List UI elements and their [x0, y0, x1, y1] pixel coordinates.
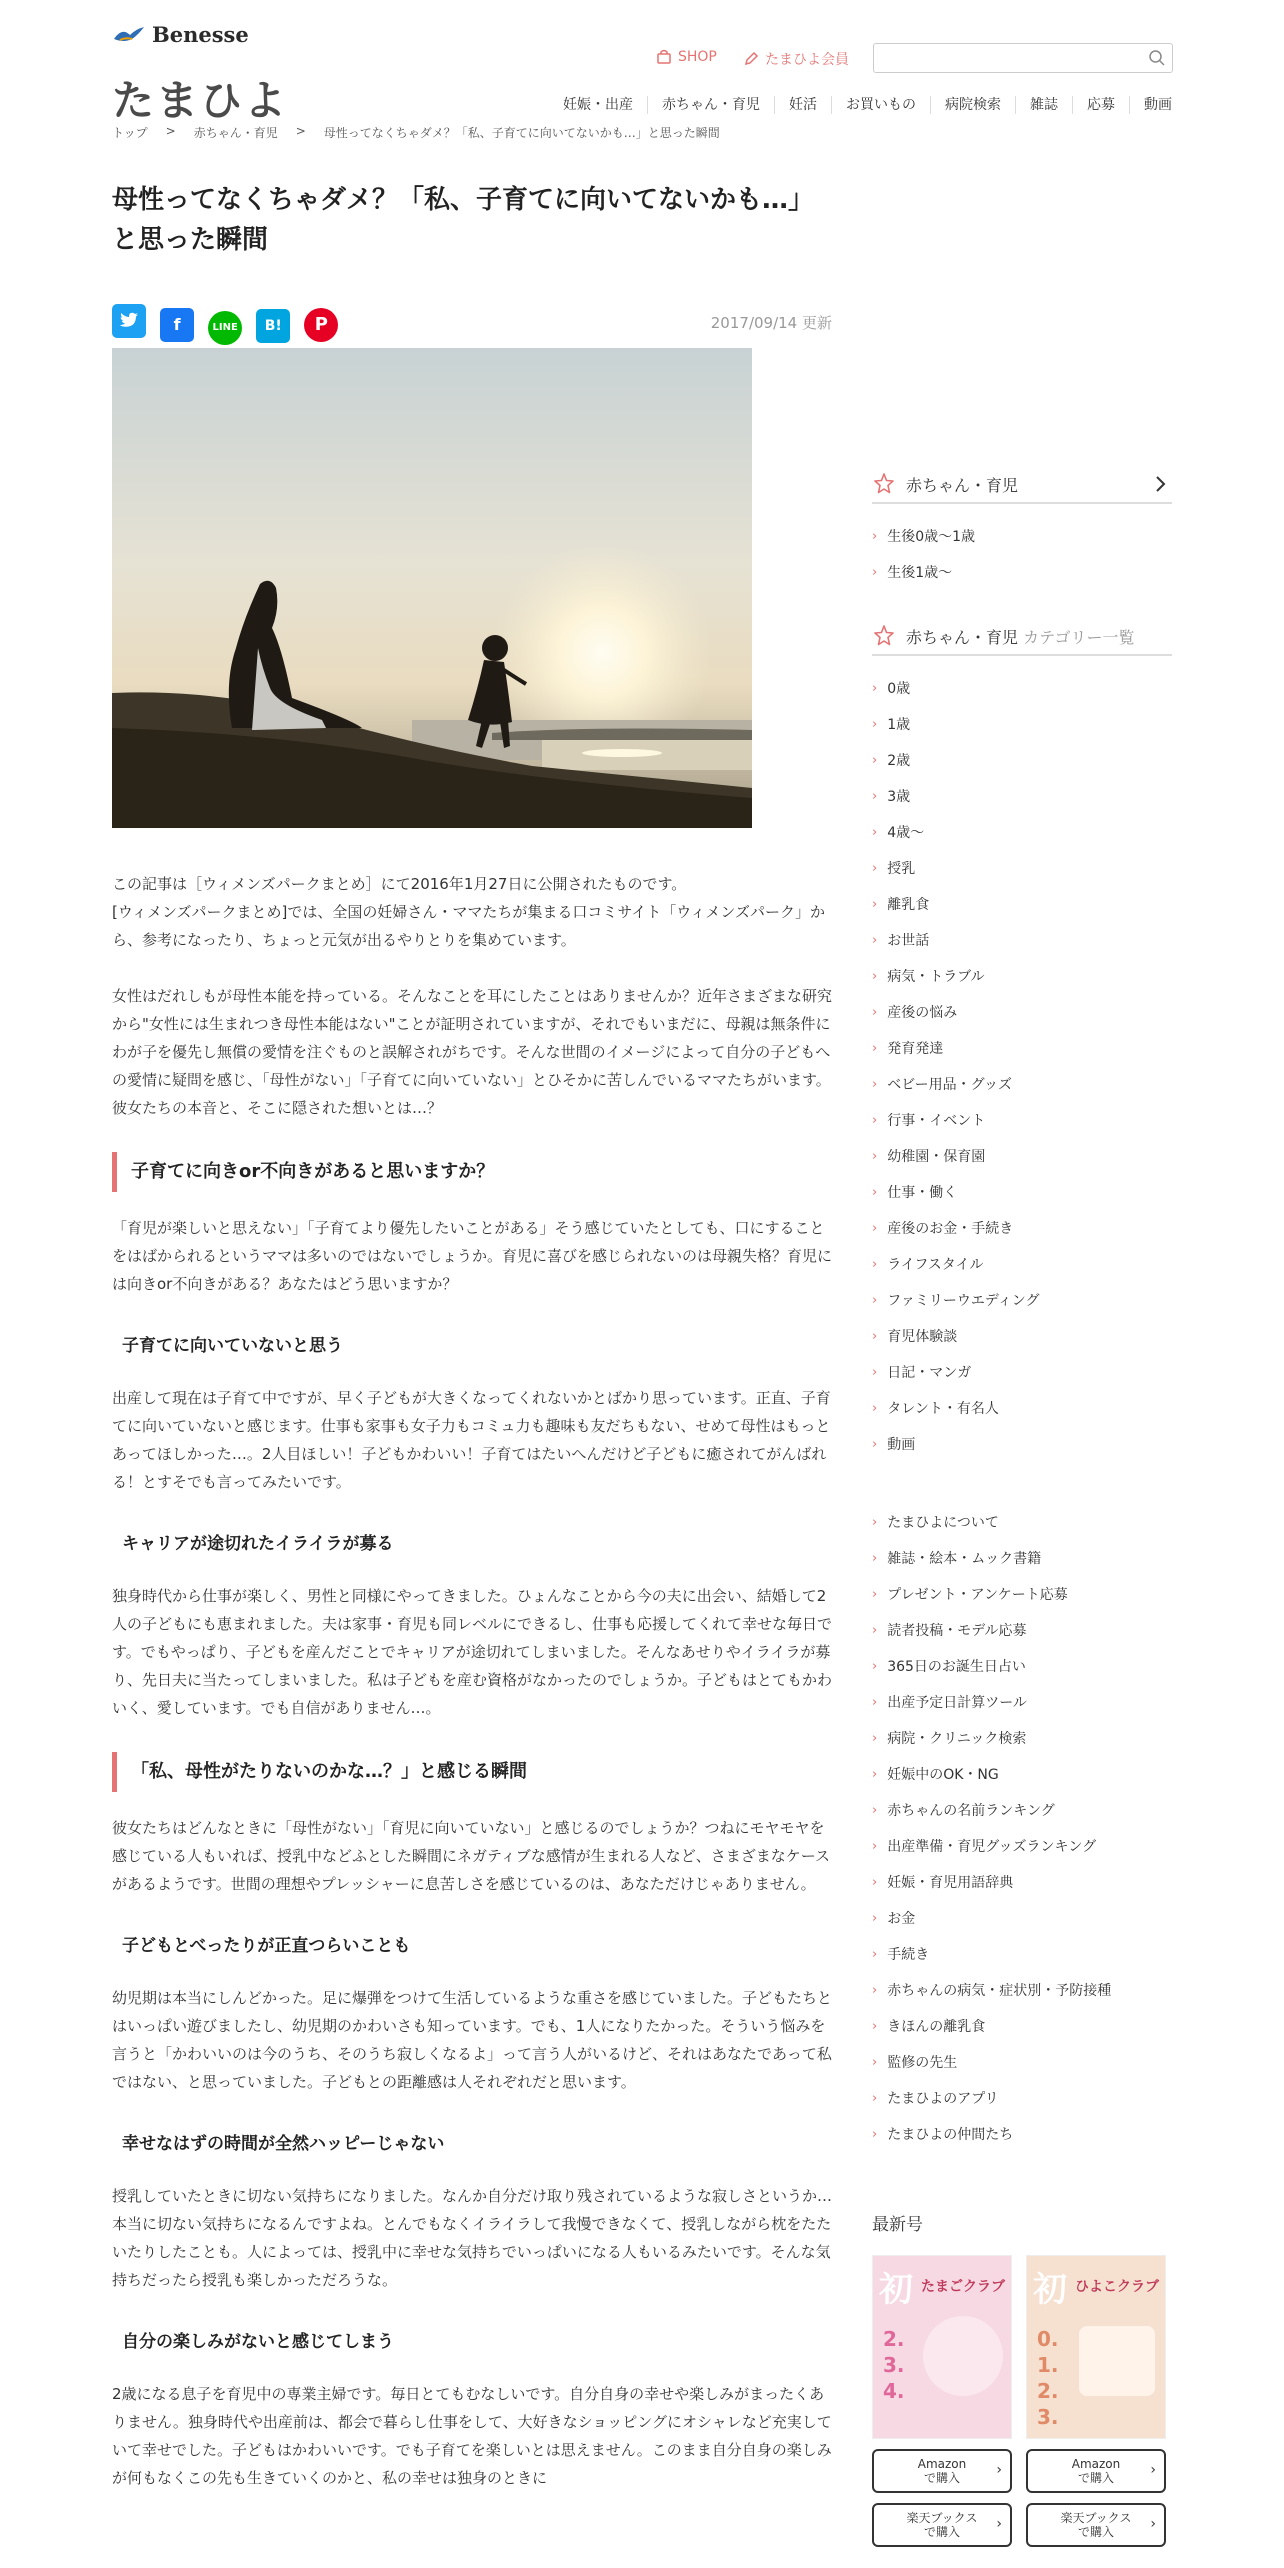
- magazine-hiyoko: [1026, 2255, 1166, 2547]
- chevron-right-icon: ›: [872, 1658, 878, 1674]
- category-list-item[interactable]: › 幼稚園・保育園: [872, 1148, 986, 1165]
- age-category-list: [872, 670, 1172, 1462]
- amazon-button[interactable]: Amazon で購入 ›: [872, 2449, 1012, 2493]
- twitter-icon[interactable]: [112, 304, 146, 338]
- chevron-right-icon: ›: [872, 1148, 878, 1164]
- category-header[interactable]: [872, 466, 1172, 504]
- site-link[interactable]: › 手続き: [872, 1946, 930, 1963]
- category-list-item[interactable]: › 2歳: [872, 752, 911, 769]
- paragraph: 授乳していたときに切ない気持ちになりました。なんか自分だけ取り残されているような寂しさというか…本当に切ない気持ちになるんですよね。とんでもなくイライラして我慢できなくて、授乳しながら枕をたたいたりしたことも。人によっては、授乳中に幸せな気持ちでいっぱいになる人もいるみたいです。そんな気持ちだったら授乳も楽しかっただろうな。: [112, 2187, 833, 2289]
- sub-heading: 幸せなはずの時間が全然ハッピーじゃない: [122, 2134, 445, 2154]
- chevron-right-icon: ›: [872, 1184, 878, 1200]
- category-list-item[interactable]: › 行事・イベント: [872, 1112, 986, 1129]
- sub-heading: キャリアが途切れたイライラが募る: [122, 1534, 394, 1554]
- section-heading: 子育てに向きor不向きがあると思いますか？: [112, 1152, 832, 1192]
- magazine-cover[interactable]: 初 たまごクラブ 2. 3. 4.: [872, 2255, 1012, 2439]
- chevron-right-icon: ›: [872, 1112, 878, 1128]
- chevron-right-icon: ›: [872, 528, 878, 544]
- paragraph: 2歳になる息子を育児中の専業主婦です。毎日とてもむなしいです。自分自身の幸せや楽しみがまったくありません。独身時代や出産前は、都会で暮らし仕事をして、大好きなショッピングにオシャレなど充実していて幸せでした。子どもはかわいいです。でも子育てを楽しいとは思えません。このまま自分自身の楽しみが何もなくこの先も生きていくのかと、私の幸せは独身のときに: [112, 2385, 832, 2487]
- site-link[interactable]: › 赤ちゃんの病気・症状別・予防接種: [872, 1982, 1112, 1999]
- category-list-item[interactable]: › 動画: [872, 1436, 916, 1453]
- benesse-brand: Benesse: [152, 22, 249, 47]
- chevron-right-icon: ›: [872, 1910, 878, 1926]
- paragraph: 「育児が楽しいと思えない」「子育てより優先したいことがある」そう感じていたとしても、口にすることをはばかられるというママは多いのではないでしょうか。育児に喜びを感じられないのは母親失格？育児には向きor不向きがある？あなたはどう思いますか？: [112, 1219, 833, 1293]
- breadcrumb-top[interactable]: トップ: [112, 126, 148, 140]
- line-icon[interactable]: LINE: [208, 311, 242, 345]
- flower-icon: [872, 472, 896, 496]
- chevron-right-icon: ›: [872, 1400, 878, 1416]
- chevron-right-icon: ›: [872, 2126, 878, 2142]
- chevron-right-icon: ›: [872, 1622, 878, 1638]
- chevron-right-icon: ›: [872, 1004, 878, 1020]
- nav-apply[interactable]: 応募: [1072, 96, 1129, 114]
- chevron-right-icon: ›: [872, 2054, 878, 2070]
- paragraph: 独身時代から仕事が楽しく、男性と同様にやってきました。ひょんなことから今の夫に出会い、結婚して2人の子どもにも恵まれました。夫は家事・育児も同レベルにできるし、仕事も応援してくれて幸せな毎日です。でもやっぱり、子どもを産んだことでキャリアが途切れてしまいました。そんなあせりやイライラが募り、先日夫に当たってしまいました。私は子どもを産む資格がなかったのでしょうか。子どもはとてもかわいく、愛しています。でも自信がありません…。: [112, 1587, 833, 1717]
- paragraph: 彼女たちはどんなときに「母性がない」「育児に向いていない」と感じるのでしょうか？つねにモヤモヤを感じている人もいれば、授乳中などふとした瞬間にネガティブな感情が生まれる人など、さまざまなケースがあるようです。世間の理想やプレッシャーに息苦しさを感じているのは、あなただけじゃありません。: [112, 1819, 831, 1893]
- list-title: 赤ちゃん・育児: [906, 627, 1019, 647]
- category-title: 赤ちゃん・育児: [906, 475, 1019, 495]
- share-bar: [112, 304, 832, 338]
- category-list: [872, 518, 1172, 590]
- rakuten-button[interactable]: 楽天ブックス で購入 ›: [1026, 2503, 1166, 2547]
- sub-heading: 子育てに向いていないと思う: [122, 1336, 343, 1356]
- chevron-right-icon: ›: [872, 1730, 878, 1746]
- amazon-button[interactable]: Amazon で購入 ›: [1026, 2449, 1166, 2493]
- site-link[interactable]: › きほんの離乳食: [872, 2018, 986, 2035]
- nav-baby[interactable]: 赤ちゃん・育児: [647, 96, 774, 114]
- chevron-right-icon: ›: [872, 1694, 878, 1710]
- facebook-icon[interactable]: f: [160, 308, 194, 342]
- site-link[interactable]: › 妊娠中のOK・NG: [872, 1766, 999, 1783]
- chevron-right-icon: ›: [872, 968, 878, 984]
- bag-icon: [656, 49, 672, 65]
- site-link[interactable]: › たまひよの仲間たち: [872, 2126, 1014, 2143]
- chevron-right-icon: ›: [872, 1364, 878, 1380]
- category-list-item[interactable]: › 3歳: [872, 788, 911, 805]
- main-nav: [549, 96, 1172, 114]
- site-link[interactable]: › 出産予定日計算ツール: [872, 1694, 1027, 1711]
- sub-heading: 自分の楽しみがないと感じてしまう: [122, 2332, 394, 2352]
- chevron-right-icon: ›: [872, 1550, 878, 1566]
- chevron-right-icon: ›: [872, 2018, 878, 2034]
- chevron-right-icon: ›: [872, 1220, 878, 1236]
- nav-shopping[interactable]: お買いもの: [831, 96, 930, 114]
- site-link[interactable]: › 365日のお誕生日占い: [872, 1658, 1026, 1675]
- pinterest-icon[interactable]: P: [304, 308, 338, 342]
- section-heading: 「私、母性がたりないのかな…？」と感じる瞬間: [112, 1752, 832, 1792]
- chevron-right-icon: ›: [872, 932, 878, 948]
- site-link[interactable]: › 出産準備・育児グッズランキング: [872, 1838, 1097, 1855]
- chevron-right-icon: ›: [872, 1586, 878, 1602]
- chevron-right-icon: ›: [872, 1256, 878, 1272]
- paragraph: 出産して現在は子育て中ですが、早く子どもが大きくなってくれないかとばかり思っています。正直、子育てに向いていないと感じます。仕事も家事も女子力もコミュ力も趣味も友だちもない、せめて母性はもっとあってほしかった…。2人目ほしい！子どもかわいい！子育てはたいへんだけど子どもに癒されてがんばれる！とすそでも言ってみたいです。: [112, 1389, 831, 1491]
- category-list-item[interactable]: › 病気・トラブル: [872, 968, 985, 985]
- nav-pregnancy[interactable]: 妊娠・出産: [563, 97, 633, 113]
- chevron-right-icon: ›: [872, 680, 878, 696]
- site-link[interactable]: › たまひよについて: [872, 1514, 999, 1531]
- lead-text: 女性はだれしもが母性本能を持っている。そんなことを耳にしたことはありませんか？近年さまざまな研究から"女性には生まれつき母性本能はない"ことが証明されていますが、それでもいまだに、母親は無条件にわが子を優先し無償の愛情を注ぐものと誤解されがちです。そんな世間のイメージによって自分の子どもへの愛情に疑問を感じ、「母性がない」「子育てに向いていない」とひそかに苦しんでいるママたちがいます。彼女たちの本音と、そこに隠された想いとは…？: [112, 987, 833, 1117]
- chevron-right-icon: ›: [872, 1076, 878, 1092]
- category-list-item[interactable]: › 日記・マンガ: [872, 1364, 972, 1381]
- rakuten-button[interactable]: 楽天ブックス で購入 ›: [872, 2503, 1012, 2547]
- nav-ninkatsu[interactable]: 妊活: [774, 96, 831, 114]
- chevron-right-icon: ›: [872, 1766, 878, 1782]
- chevron-right-icon: ›: [872, 564, 878, 580]
- chevron-right-icon: ›: [872, 788, 878, 804]
- site-link[interactable]: › 病院・クリニック検索: [872, 1730, 1027, 1747]
- search-input[interactable]: [882, 44, 1144, 72]
- chevron-right-icon: ›: [872, 1436, 878, 1452]
- category-item[interactable]: › 生後0歳～1歳: [872, 528, 976, 545]
- flower-icon: [872, 624, 896, 648]
- chevron-right-icon: ›: [872, 1946, 878, 1962]
- site-link[interactable]: › プレゼント・アンケート応募: [872, 1586, 1068, 1603]
- nav-video[interactable]: 動画: [1129, 96, 1172, 114]
- category-list-item[interactable]: › ファミリーウエディング: [872, 1292, 1040, 1309]
- site-link[interactable]: › 妊娠・育児用語辞典: [872, 1874, 1014, 1891]
- site-link[interactable]: › 監修の先生: [872, 2054, 958, 2071]
- hero-image: [112, 348, 752, 828]
- search-box: [873, 43, 1173, 73]
- site-link[interactable]: › 赤ちゃんの名前ランキング: [872, 1802, 1055, 1819]
- chevron-right-icon: ›: [872, 1802, 878, 1818]
- search-icon[interactable]: [1148, 49, 1166, 67]
- category-list-item[interactable]: › 0歳: [872, 680, 911, 697]
- magazine-cover[interactable]: 初 ひよこクラブ 0. 1. 2. 3.: [1026, 2255, 1166, 2439]
- site-header: [0, 0, 1284, 150]
- nav-hospital[interactable]: 病院検索: [930, 96, 1015, 114]
- hatena-icon[interactable]: B!: [256, 309, 290, 343]
- site-link[interactable]: › たまひよのアプリ: [872, 2090, 999, 2107]
- sunset-photo: [112, 348, 752, 828]
- sub-heading: 子どもとべったりが正直つらいことも: [122, 1936, 411, 1956]
- site-link[interactable]: › 雑誌・絵本・ムック書籍: [872, 1550, 1042, 1567]
- category-list-item[interactable]: › 仕事・働く: [872, 1184, 958, 1201]
- article-body: [112, 870, 832, 2492]
- chevron-right-icon: ›: [872, 1040, 878, 1056]
- category-list-header: [872, 618, 1172, 656]
- chevron-right-icon: ›: [872, 1328, 878, 1344]
- list-subtitle: カテゴリー一覧: [1023, 627, 1135, 647]
- nav-magazine[interactable]: 雑誌: [1015, 96, 1072, 114]
- site-links: [872, 1504, 1172, 2152]
- category-list-item[interactable]: › 産後のお金・手続き: [872, 1220, 1014, 1237]
- chevron-right-icon: ›: [872, 1874, 878, 1890]
- shop-link[interactable]: SHOP: [656, 49, 717, 65]
- article-title: 母性ってなくちゃダメ？「私、子育てに向いてないかも…」と思った瞬間: [112, 185, 815, 255]
- category-list-item[interactable]: › 授乳: [872, 860, 916, 877]
- chevron-right-icon: ›: [872, 824, 878, 840]
- intro-text: この記事は［ウィメンズパークまとめ］にて2016年1月27日に公開されたものです。: [112, 875, 687, 893]
- category-list-item[interactable]: › ライフスタイル: [872, 1256, 984, 1273]
- chevron-right-icon: ›: [872, 1838, 878, 1854]
- breadcrumb: [112, 124, 720, 141]
- category-item[interactable]: › 生後1歳～: [872, 564, 953, 581]
- latest-issue-title: 最新号: [872, 2215, 923, 2235]
- chevron-right-icon: ›: [872, 860, 878, 876]
- chevron-right-icon: ›: [872, 2090, 878, 2106]
- bird-icon: [112, 25, 146, 45]
- breadcrumb-current: 母性ってなくちゃダメ？「私、子育てに向いてないかも…」と思った瞬間: [323, 126, 720, 140]
- benesse-logo[interactable]: [112, 22, 249, 47]
- member-link[interactable]: たまひよ会員: [743, 49, 849, 69]
- site-link[interactable]: › 読者投稿・モデル応募: [872, 1622, 1027, 1639]
- magazine-list: [872, 2255, 1172, 2547]
- paragraph: 幼児期は本当にしんどかった。足に爆弾をつけて生活しているような重さを感じていました。子どもたちとはいっぱい遊びましたし、幼児期のかわいさも知っています。でも、1人になりたかった。そういう悩みを言うと「かわいいのは今のうち、そのうち寂しくなるよ」って言う人がいるけど、それはあなたであって私ではない、と思っていました。子どもとの距離感は人それぞれだと思います。: [112, 1989, 833, 2091]
- category-list-item[interactable]: › 4歳～: [872, 824, 925, 841]
- category-list-item[interactable]: › 産後の悩み: [872, 1004, 958, 1021]
- updated-date: 2017/09/14 更新: [710, 314, 832, 332]
- intro-text: [ウィメンズパークまとめ]では、全国の妊婦さん・ママたちが集まる口コミサイト「ウィメンズパーク」から、参考になったり、ちょっと元気が出るやりとりを集めています。: [112, 903, 825, 949]
- pencil-icon: [743, 51, 759, 67]
- category-list-item[interactable]: › タレント・有名人: [872, 1400, 999, 1417]
- chevron-right-icon: ›: [872, 1514, 878, 1530]
- category-list-item[interactable]: › 1歳: [872, 716, 911, 733]
- breadcrumb-baby[interactable]: 赤ちゃん・育児: [193, 126, 278, 140]
- category-list-item[interactable]: › ベビー用品・グッズ: [872, 1076, 1012, 1093]
- chevron-right-icon: ›: [872, 1982, 878, 1998]
- tamahiyo-logo[interactable]: たまひよ: [112, 76, 289, 125]
- chevron-right-icon: ›: [872, 752, 878, 768]
- site-link[interactable]: › お金: [872, 1910, 916, 1927]
- sidebar: [872, 466, 1172, 2547]
- breadcrumb-sep: >: [165, 124, 176, 138]
- category-list-item[interactable]: › 発育発達: [872, 1040, 944, 1057]
- category-list-item[interactable]: › 離乳食: [872, 896, 930, 913]
- magazine-tamago: [872, 2255, 1012, 2547]
- chevron-right-icon: ›: [872, 1292, 878, 1308]
- chevron-right-icon: ›: [872, 716, 878, 732]
- category-list-item[interactable]: › お世話: [872, 932, 930, 949]
- category-list-item[interactable]: › 育児体験談: [872, 1328, 958, 1345]
- article: [112, 180, 832, 2492]
- breadcrumb-sep: >: [295, 124, 306, 138]
- chevron-right-icon: ›: [872, 896, 878, 912]
- chevron-right-icon: [1154, 475, 1168, 493]
